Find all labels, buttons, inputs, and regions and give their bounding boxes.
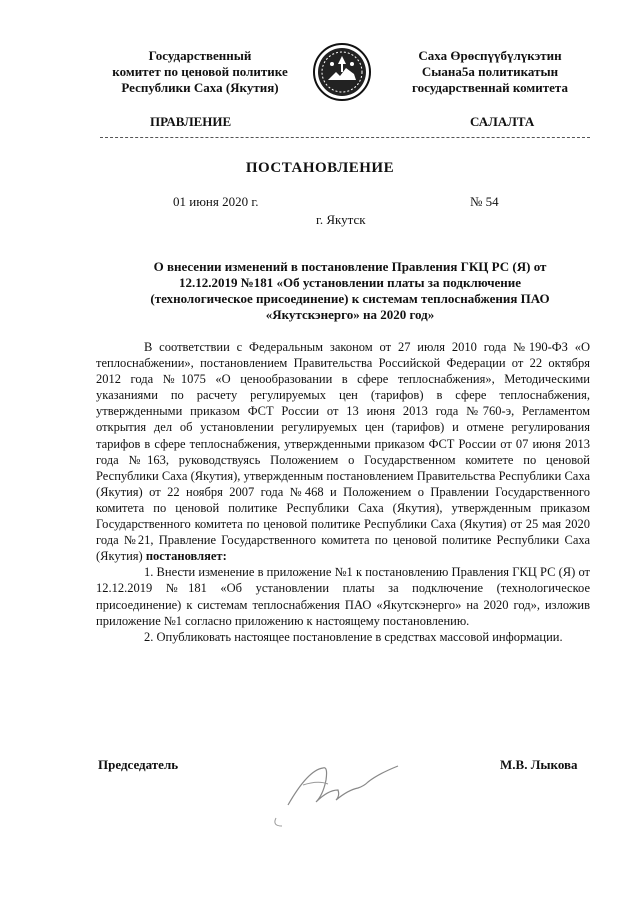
document-date: 01 июня 2020 г. bbox=[173, 194, 259, 209]
document-number: № 54 bbox=[470, 194, 499, 209]
header-divider bbox=[100, 137, 590, 138]
header-right-line: Саха Өрөспүүбүлүкэтин bbox=[418, 48, 562, 63]
board-label-right: САЛАЛТА bbox=[470, 114, 535, 129]
resolution-verb-colon: : bbox=[222, 549, 227, 564]
header-left-line: Республики Саха (Якутия) bbox=[121, 80, 279, 95]
board-label-left: ПРАВЛЕНИЕ bbox=[150, 114, 232, 129]
header-left-line: комитет по ценовой политике bbox=[112, 64, 288, 79]
document-title: ПОСТАНОВЛЕНИЕ bbox=[245, 160, 395, 176]
resolution-verb bbox=[146, 549, 227, 563]
document-body bbox=[96, 339, 590, 645]
resolution-item-1: 1. Внести изменение в приложение №1 к постановлению Правления ГКЦ РС (Я) от 12.12.2019 №181 «Об установлении платы за подключение (технологическое присоединение) к системам теплоснабжения ПАО «Якутскэнерго» на 2020 год», изложив приложение №1 согласно приложению к настоящему постановлению. bbox=[96, 565, 590, 628]
resolution-verb-word: постановляет bbox=[145, 549, 223, 564]
header-left-org bbox=[100, 48, 300, 96]
header-right-line: Сыана5а политикатын bbox=[421, 64, 559, 79]
document-subject bbox=[110, 259, 590, 323]
subject-line: О внесении изменений в постановление Правления ГКЦ РС (Я) от bbox=[153, 259, 547, 274]
coat-of-arms-icon bbox=[312, 42, 372, 102]
signatory-name: М.В. Лыкова bbox=[500, 757, 578, 772]
preamble-paragraph bbox=[96, 339, 590, 564]
header-right-line: государственнай комитета bbox=[412, 80, 568, 95]
signatory-role: Председатель bbox=[98, 757, 179, 772]
subject-line: (технологическое присоединение) к системам теплоснабжения ПАО bbox=[150, 291, 550, 306]
subject-line: «Якутскэнерго» на 2020 год» bbox=[265, 307, 435, 322]
subject-line: 12.12.2019 №181 «Об установлении платы за подключение bbox=[178, 275, 522, 290]
header-right-org bbox=[390, 48, 590, 96]
resolution-item-2: 2. Опубликовать настоящее постановление в средствах массовой информации. bbox=[144, 629, 563, 644]
preamble-text: В соответствии с Федеральным законом от 27 июля 2010 года №190-ФЗ «О теплоснабжении», постановлением Правительства Российской Федерации от 22 октября 2012 года №1075 «О ценообразовании в сфере теплоснабжения», Методическими указаниями по расчету регулируемых цен (тарифов) в сфере теплоснабжения, утвержденными приказом ФСТ России от 13 июня 2013 года №760-э, Регламентом открытия дел об установлении регулируемых цен (тарифов) и отмене регулирования тарифов в сфере теплоснабжения, утвержденными приказом ФСТ России от 07 июня 2013 года №163, руководствуясь Положением о Государственном комитете по ценовой Республики Саха (Якутия), утвержденным постановлением Правительства Республики Саха (Якутия) от 22 ноября 2007 года №468 и Положением о Правлении Государственного комитета по ценовой политике Республики Саха (Якутия), утвержденным приказом Государственного комитета по ценовой политике Республики Саха (Якутия) от 25 мая 2020 года №21, Правление Государственного комитета по ценовой политике Республики Саха (Якутия) bbox=[96, 340, 590, 564]
handwritten-signature bbox=[268, 760, 418, 830]
document-city: г. Якутск bbox=[316, 212, 366, 227]
header-left-line: Государственный bbox=[148, 48, 252, 63]
